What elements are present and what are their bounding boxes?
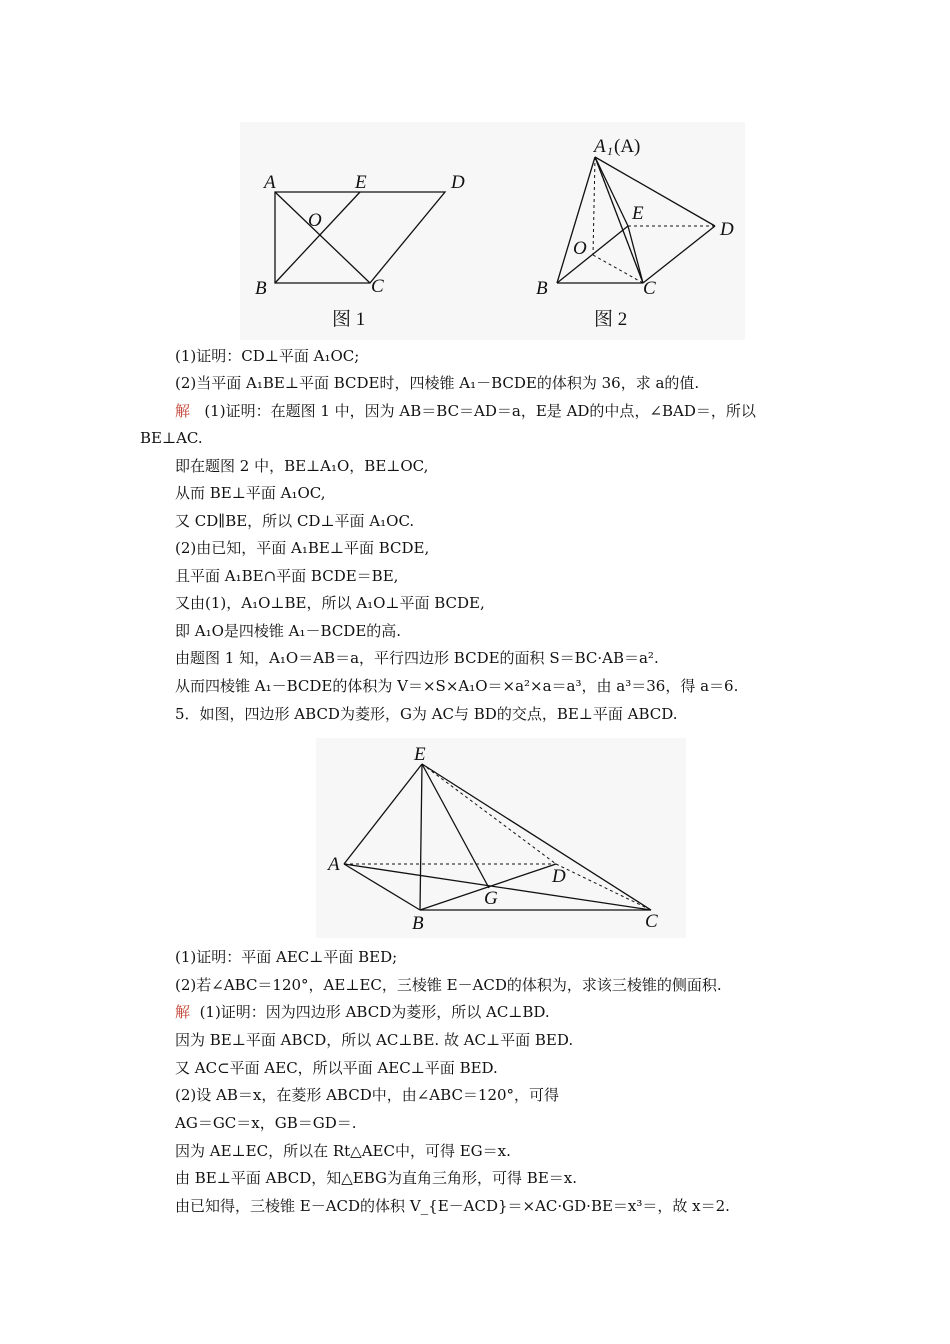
text-line-10: 又由(1)，A₁O⊥BE，所以 A₁O⊥平面 BCDE, <box>175 594 485 612</box>
text-line-2: (2)当平面 A₁BE⊥平面 BCDE时，四棱锥 A₁－BCDE的体积为 36，求 a的值. <box>175 374 700 392</box>
fig3-label-d: D <box>552 866 566 887</box>
fig2-label-b: B <box>536 278 548 299</box>
text-line-11: 即 A₁O是四棱锥 A₁－BCDE的高. <box>175 622 402 640</box>
text-line-15: (1)证明：平面 AEC⊥平面 BED; <box>175 948 398 966</box>
fig2-caption: 图 2 <box>594 309 628 330</box>
text-line-16: (2)若∠ABC＝120°，AE⊥EC，三棱锥 E－ACD的体积为，求该三棱锥的侧面积. <box>175 976 722 994</box>
fig3-label-g: G <box>484 888 498 909</box>
answer-text-2: (1)证明：因为四边形 ABCD为菱形，所以 AC⊥BD. <box>199 1003 550 1021</box>
fig3-label-a: A <box>328 854 340 875</box>
fig2-label-a1: A <box>594 136 606 157</box>
fig2-label-a-paren: (A) <box>614 136 641 157</box>
text-line-24: 由已知得，三棱锥 E－ACD的体积 V_{E－ACD}＝×AC·GD·BE＝x³＝，故 x＝2. <box>175 1197 730 1215</box>
answer-text-1: (1)证明：在题图 1 中，因为 AB＝BC＝AD＝a，E是 AD的中点，∠BAD＝，所以 <box>204 402 756 420</box>
text-line-1: (1)证明：CD⊥平面 A₁OC; <box>175 347 360 365</box>
jie-label: 解 <box>175 402 191 420</box>
fig2-label-d: D <box>720 219 734 240</box>
text-line-7: 又 CD∥BE，所以 CD⊥平面 A₁OC. <box>175 512 415 530</box>
text-line-18: 因为 BE⊥平面 ABCD，所以 AC⊥BE. 故 AC⊥平面 BED. <box>175 1031 574 1049</box>
fig1-label-o: O <box>308 210 322 231</box>
text-line-13: 从而四棱锥 A₁－BCDE的体积为 V＝×S×A₁O＝×a²×a＝a³，由 a³＝36，得 a＝6. <box>175 677 739 695</box>
figure-1-2 <box>240 122 745 340</box>
text-line-20: (2)设 AB＝x，在菱形 ABCD中，由∠ABC＝120°，可得 <box>175 1086 560 1104</box>
fig2-label-c: C <box>643 278 656 299</box>
text-line-9: 且平面 A₁BE∩平面 BCDE＝BE, <box>175 567 399 585</box>
fig2-label-a1-sub: 1 <box>607 144 613 158</box>
text-line-23: 由 BE⊥平面 ABCD，知△EBG为直角三角形，可得 BE＝x. <box>175 1169 577 1187</box>
text-line-4: BE⊥AC. <box>140 429 203 447</box>
fig1-caption: 图 1 <box>332 309 366 330</box>
fig1-label-c: C <box>371 276 384 297</box>
text-line-21: AG＝GC＝x，GB＝GD＝. <box>175 1114 357 1132</box>
fig1-label-b: B <box>255 278 267 299</box>
jie-label-2: 解 <box>175 1003 191 1021</box>
fig2-label-o: O <box>573 238 587 259</box>
text-line-6: 从而 BE⊥平面 A₁OC, <box>175 484 326 502</box>
fig1-label-a: A <box>264 172 276 193</box>
text-line-12: 由题图 1 知，A₁O＝AB＝a，平行四边形 BCDE的面积 S＝BC·AB＝a². <box>175 649 659 667</box>
text-line-8: (2)由已知，平面 A₁BE⊥平面 BCDE, <box>175 539 430 557</box>
problem-5-statement: 5．如图，四边形 ABCD为菱形，G为 AC与 BD的交点，BE⊥平面 ABCD. <box>175 705 678 723</box>
fig1-label-d: D <box>451 172 465 193</box>
fig2-label-e: E <box>632 203 644 224</box>
fig3-label-e: E <box>414 744 426 765</box>
text-line-22: 因为 AE⊥EC，所以在 Rt△AEC中，可得 EG＝x. <box>175 1142 511 1160</box>
fig1-label-e: E <box>355 172 367 193</box>
answer-line-1 <box>175 400 756 422</box>
fig3-label-c: C <box>645 911 658 932</box>
figure-3 <box>316 738 686 938</box>
fig3-label-b: B <box>412 913 424 934</box>
text-line-19: 又 AC⊂平面 AEC，所以平面 AEC⊥平面 BED. <box>175 1059 498 1077</box>
answer-line-2 <box>175 1001 550 1023</box>
text-line-5: 即在题图 2 中，BE⊥A₁O，BE⊥OC, <box>175 457 429 475</box>
